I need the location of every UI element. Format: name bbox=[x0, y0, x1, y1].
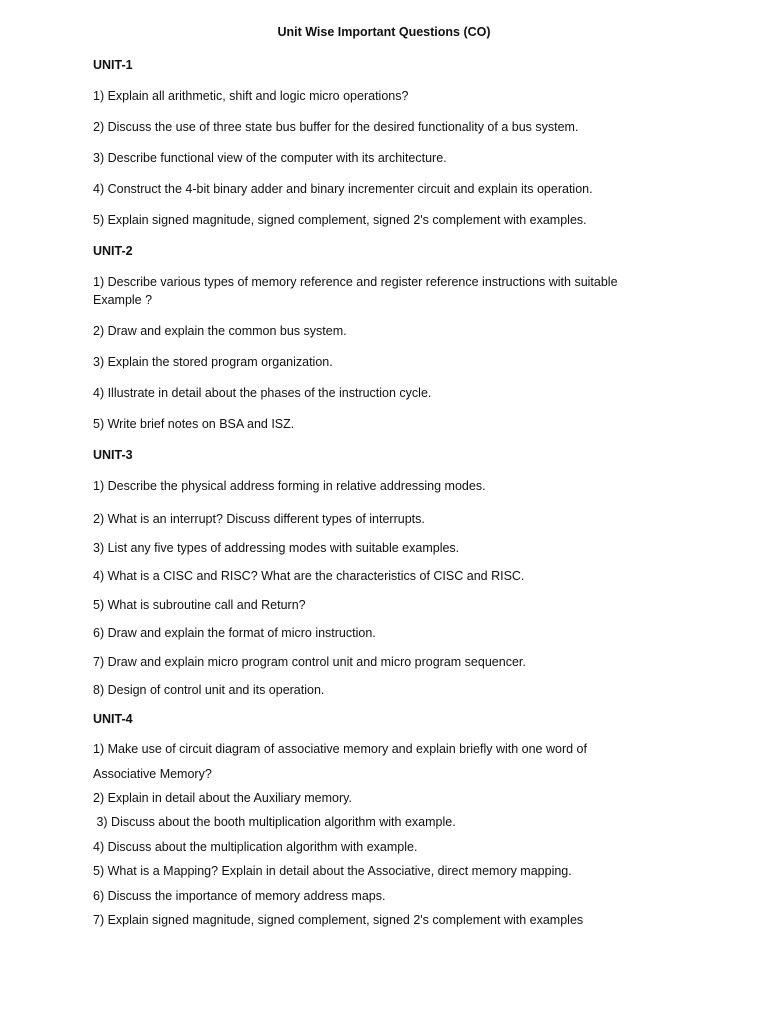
unit-2-question-1: 1) Describe various types of memory reference and register reference instructions with suitable Example ? bbox=[93, 275, 618, 307]
unit-4-question-3: 3) Discuss about the booth multiplication algorithm with example. bbox=[93, 815, 456, 829]
unit-1-question-5: 5) Explain signed magnitude, signed complement, signed 2's complement with examples. bbox=[93, 213, 587, 227]
unit-3-question-6: 6) Draw and explain the format of micro instruction. bbox=[93, 626, 376, 640]
unit-4-question-1: 1) Make use of circuit diagram of associative memory and explain briefly with one word of bbox=[93, 742, 587, 756]
unit-2-heading: UNIT-2 bbox=[93, 244, 133, 258]
unit-1-heading: UNIT-1 bbox=[93, 58, 133, 72]
unit-4-question-7: 7) Explain signed magnitude, signed complement, signed 2's complement with examples bbox=[93, 913, 584, 927]
unit-1-question-2: 2) Discuss the use of three state bus buffer for the desired functionality of a bus system. bbox=[93, 120, 579, 134]
unit-3-question-4: 4) What is a CISC and RISC? What are the characteristics of CISC and RISC. bbox=[93, 569, 525, 583]
unit-4-question-6: 6) Discuss the importance of memory address maps. bbox=[93, 889, 386, 903]
unit-4-heading: UNIT-4 bbox=[93, 712, 133, 726]
unit-3-question-1: 1) Describe the physical address forming in relative addressing modes. bbox=[93, 479, 486, 493]
page-title: Unit Wise Important Questions (CO) bbox=[277, 25, 491, 39]
unit-3-question-3: 3) List any five types of addressing modes with suitable examples. bbox=[93, 541, 460, 555]
unit-3-question-8: 8) Design of control unit and its operation. bbox=[93, 683, 325, 697]
unit-3-heading: UNIT-3 bbox=[93, 448, 133, 462]
unit-2-question-5: 5) Write brief notes on BSA and ISZ. bbox=[93, 417, 295, 431]
unit-3-question-7: 7) Draw and explain micro program control unit and micro program sequencer. bbox=[93, 655, 526, 669]
unit-2-question-3: 3) Explain the stored program organization. bbox=[93, 355, 333, 369]
unit-2-question-4: 4) Illustrate in detail about the phases of the instruction cycle. bbox=[93, 386, 432, 400]
unit-4-question-1-continued: Associative Memory? bbox=[93, 767, 212, 781]
unit-4-question-5: 5) What is a Mapping? Explain in detail about the Associative, direct memory mapping. bbox=[93, 864, 572, 878]
unit-1-question-3: 3) Describe functional view of the computer with its architecture. bbox=[93, 151, 447, 165]
unit-3-question-5: 5) What is subroutine call and Return? bbox=[93, 598, 306, 612]
unit-2-question-2: 2) Draw and explain the common bus system. bbox=[93, 324, 347, 338]
unit-3-question-2: 2) What is an interrupt? Discuss different types of interrupts. bbox=[93, 512, 425, 526]
unit-1-question-1: 1) Explain all arithmetic, shift and logic micro operations? bbox=[93, 89, 409, 103]
unit-1-question-4: 4) Construct the 4-bit binary adder and binary incrementer circuit and explain its operation. bbox=[93, 182, 593, 196]
unit-4-question-4: 4) Discuss about the multiplication algorithm with example. bbox=[93, 840, 418, 854]
unit-4-question-2: 2) Explain in detail about the Auxiliary memory. bbox=[93, 791, 352, 805]
